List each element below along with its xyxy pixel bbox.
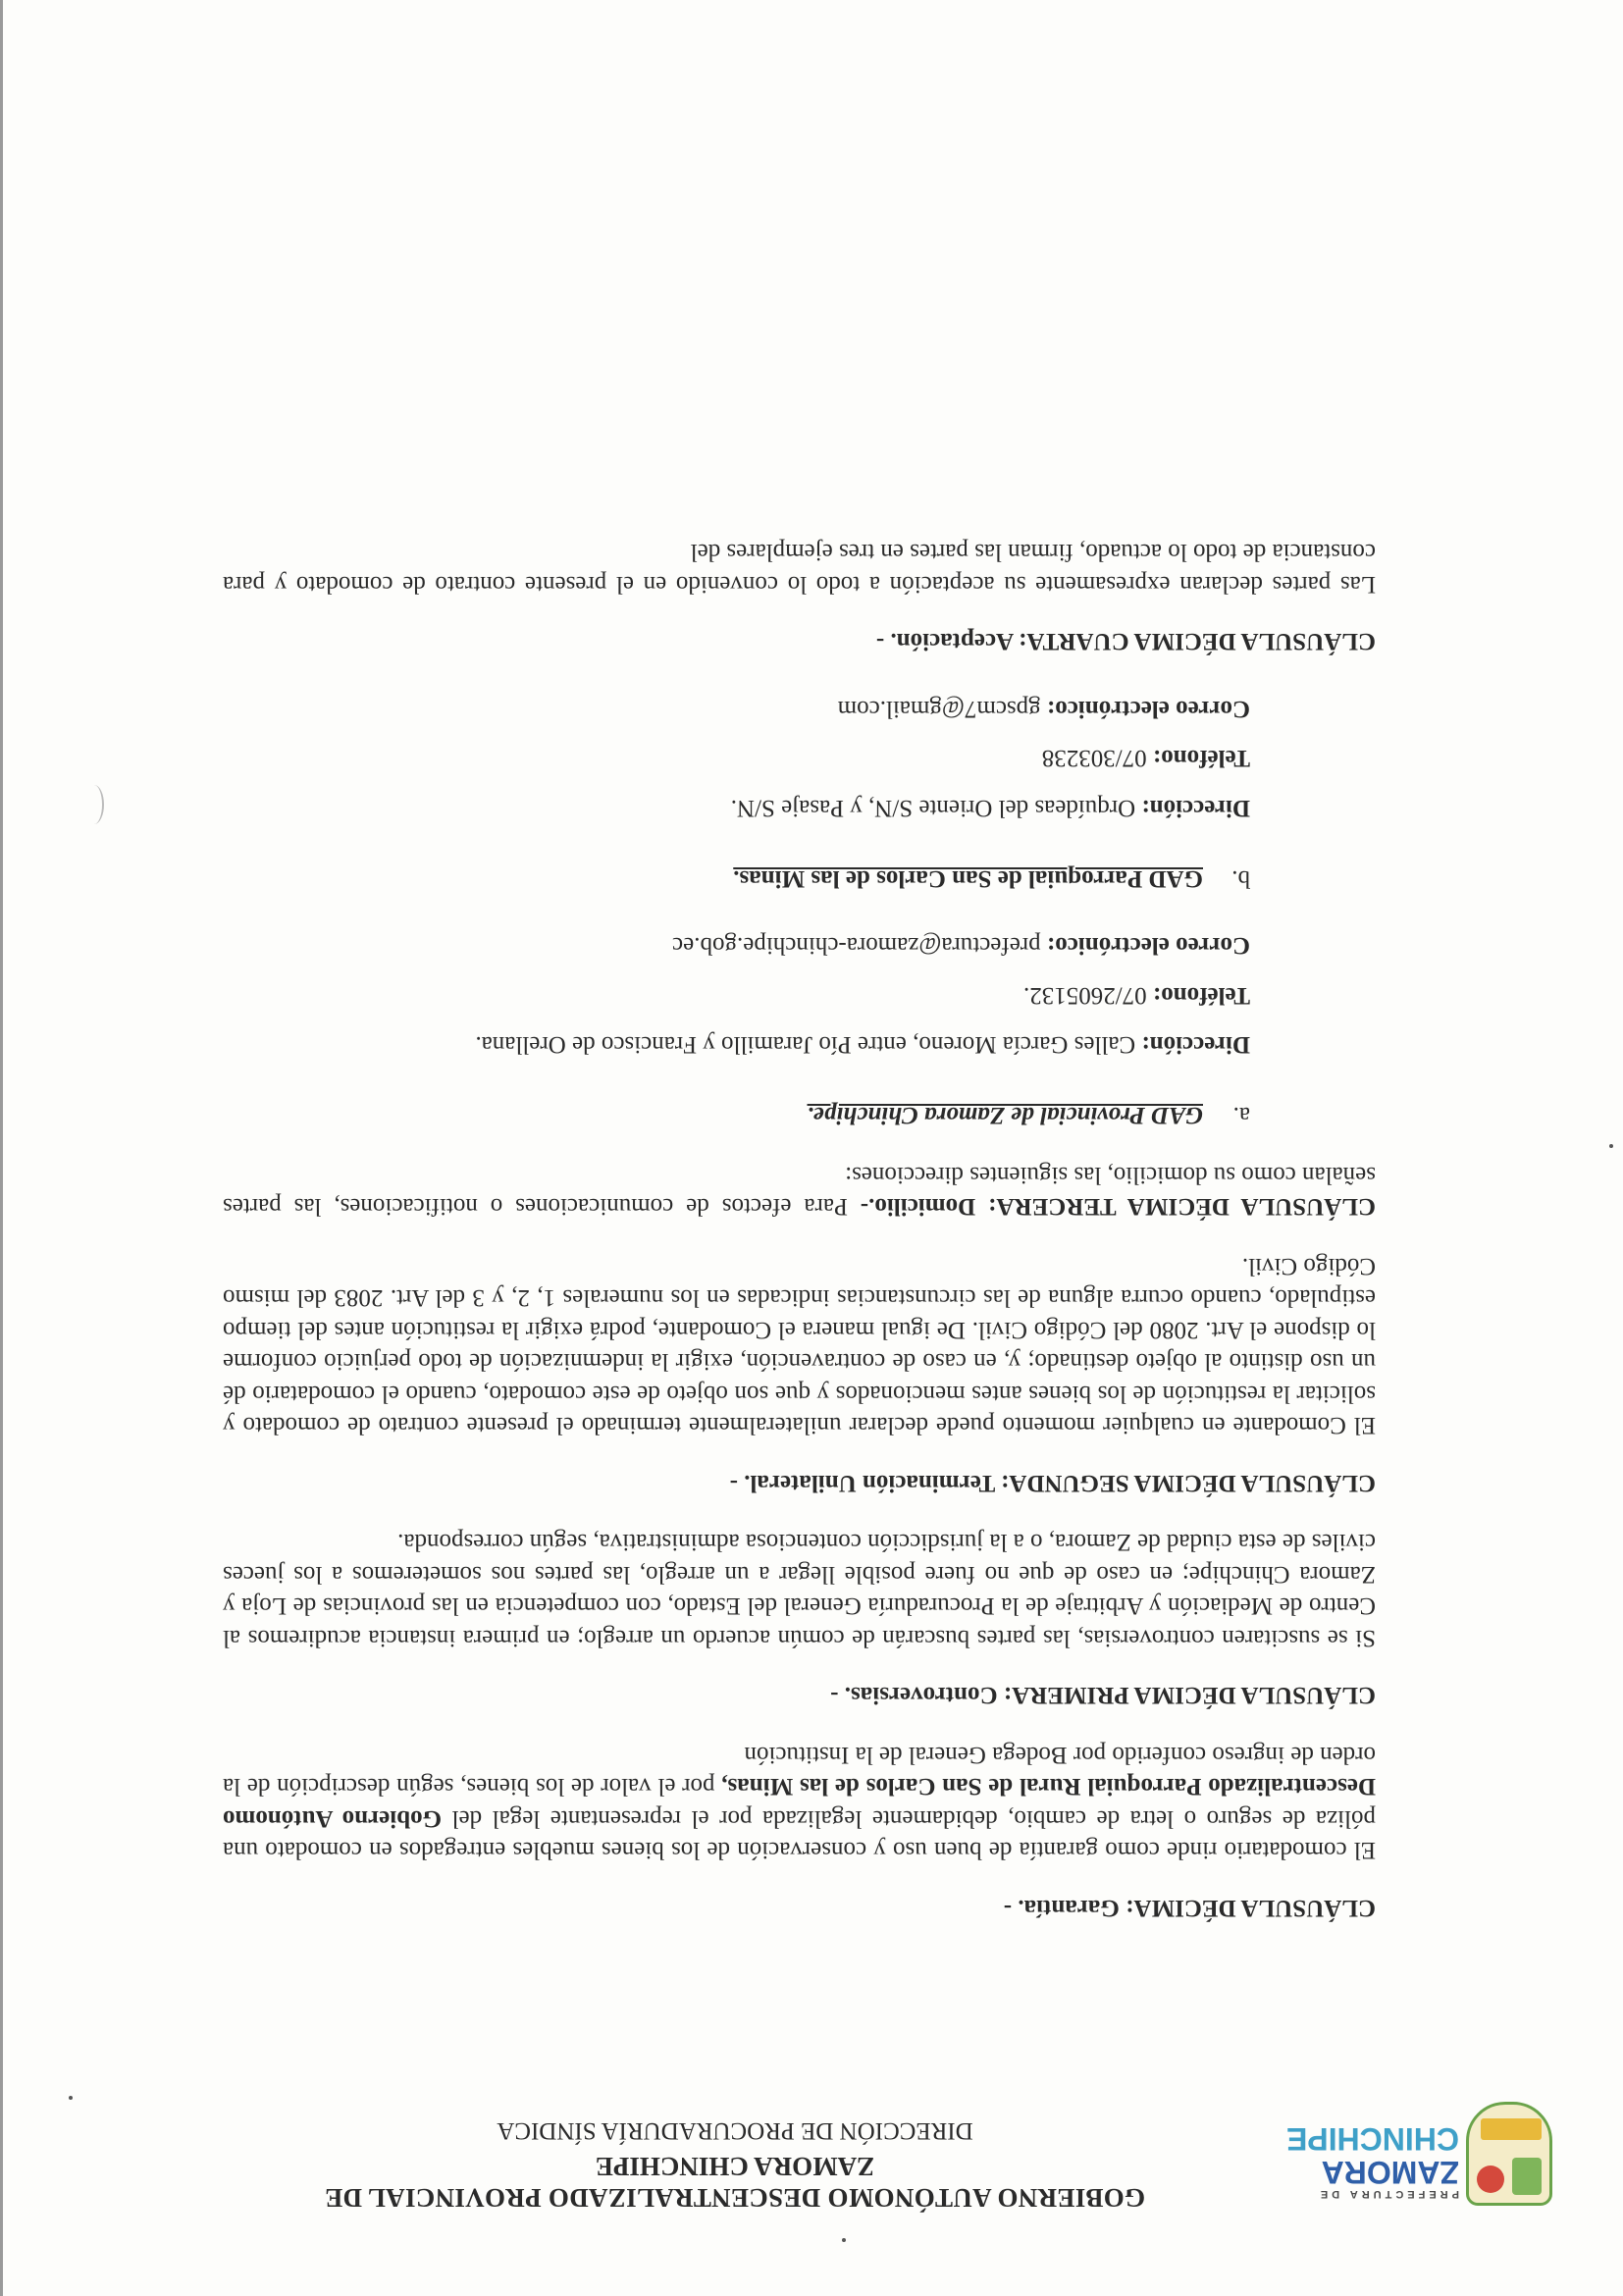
address-a-correo <box>223 929 1376 962</box>
punch-hole-mark <box>84 785 104 824</box>
address-a-telefono-label: Teléfono: <box>1152 982 1250 1009</box>
clause-10-body <box>223 1739 1376 1866</box>
coat-of-arms-icon <box>1466 2102 1552 2206</box>
clause-12-title: CLÁUSULA DÉCIMA SEGUNDA: Terminación Unilateral. - <box>729 1470 1376 1496</box>
document-header <box>0 2051 1623 2296</box>
address-a-letter: a. <box>1232 1102 1250 1129</box>
address-a-heading <box>223 1100 1376 1131</box>
address-a-telefono-value: 07/2605132. <box>1022 982 1153 1009</box>
address-a-direccion-value: Calles García Moreno, entre Pío Jaramillo y Francisco de Orellana. <box>475 1031 1142 1059</box>
clause-11-body: Si se suscitaren controversias, las partes buscarán de común acuerdo un arreglo; en primera instancia acudiremos al Centro de Mediación y Arbitraje de la Procuraduría General del Estado, con competencia en las provincias de Loja y Zamora Chinchipe; en caso de que no fuere posible llegar a un arreglo, las partes nos someteremos a los jueces civiles de esta ciudad de Zamora, o a la jurisdicción contenciosa administrativa, según corresponda. <box>223 1529 1376 1651</box>
clause-13-body: Para efectos de comunicaciones o notificaciones, las partes señalan como su domicilio, las siguientes direcciones: <box>223 1162 1376 1221</box>
address-b-telefono-value: 07/303238 <box>1041 745 1153 772</box>
scan-speck <box>1609 1144 1613 1148</box>
address-a-correo-value: prefectura@zamora-chinchipe.gob.ec <box>672 932 1047 960</box>
address-b-correo <box>223 693 1376 725</box>
address-b-correo-label: Correo electrónico: <box>1046 696 1250 722</box>
prefectura-logo <box>1258 2108 1552 2206</box>
clause-13-title: CLÁUSULA DÉCIMA TERCERA: Domicilio.- <box>860 1193 1376 1221</box>
address-b-telefono-label: Teléfono: <box>1152 745 1250 772</box>
address-b-telefono <box>223 742 1376 774</box>
clause-13-paragraph <box>223 1159 1376 1223</box>
clause-12-body: El Comodante en cualquier momento puede declarar unilateralmente terminado el presente contrato de comodato y solicitar la restitución de los bienes antes mencionados y que son objeto de este comodato, cuando el comodatario dé un uso distinto al objeto destinado; y, en caso de contravención, exigir la indemnización de todo perjuicio conforme lo dispone el Art. 2080 del Código Civil. De igual manera el Comodante, podrá exigir la restitución antes del tiempo estipulado, cuando ocurra alguna de las circunstancias indicadas en los numerales 1, 2, y 3 del Art. 2083 del mismo Código Civil. <box>223 1253 1376 1439</box>
clause-10-text-bold: Gobierno Autónomo Descentralizado Parroquial Rural de San Carlos de las Minas, <box>223 1773 1376 1832</box>
clause-14-title: CLÁUSULA DÉCIMA CUARTA: Aceptación. - <box>875 628 1376 655</box>
logo-word-zamora: ZAMORA <box>1321 2155 1459 2190</box>
scan-edge-line <box>0 0 3 2296</box>
address-b-correo-value: gpscm7@gmail.com <box>837 696 1047 722</box>
clause-10-title: CLÁUSULA DÉCIMA: Garantía. - <box>1003 1895 1376 1921</box>
address-a-correo-label: Correo electrónico: <box>1046 932 1250 960</box>
logo-top-line: PREFECTURA DE <box>1316 2188 1459 2200</box>
clause-14-body: Las partes declaran expresamente su aceptación a todo lo convenido en el presente contrato de comodato y para constancia de todo lo actuado, firman las partes en tres ejemplares del <box>223 539 1376 598</box>
address-a-direccion-label: Dirección: <box>1141 1031 1250 1059</box>
address-b-direccion-value: Orquídeas del Oriente S/N, y Pasaje S/N. <box>730 795 1142 821</box>
address-b-heading <box>223 862 1376 894</box>
address-a-telefono <box>223 979 1376 1012</box>
document-body <box>223 508 1376 1923</box>
address-b-letter: b. <box>1231 865 1250 892</box>
header-line-1: GOBIERNO AUTÓNOMO DESCENTRALIZADO PROVINCIAL DE <box>324 2183 1146 2213</box>
clause-11-title: CLÁUSULA DÉCIMA PRIMERA: Controversias. - <box>830 1682 1376 1709</box>
address-b-direccion-label: Dirección: <box>1141 795 1250 821</box>
address-b-direccion <box>223 792 1376 824</box>
logo-word-chinchipe: CHINCHIPE <box>1285 2121 1459 2157</box>
clause-10-text-a: El comodatario rinde como garantía de buen uso y conservación de los bienes muebles entregados en comodato una póliza de seguro o letra de cambio, debidamente legalizada por el representante legal del <box>223 1805 1376 1864</box>
header-text <box>269 2113 1201 2214</box>
header-line-3: DIRECCIÓN DE PROCURADURÍA SÍNDICA <box>497 2117 973 2144</box>
address-a-name: GAD Provincial de Zamora Chinchipe. <box>807 1102 1203 1129</box>
address-a-direccion <box>223 1028 1376 1061</box>
header-line-2: ZAMORA CHINCHIPE <box>595 2152 875 2181</box>
clause-10-text-b: por el valor de los bienes, según descripción de la orden de ingreso conferido por Bodega General de la Institución <box>222 1742 1376 1800</box>
address-b-name: GAD Parroquial de San Carlos de las Minas. <box>733 865 1203 892</box>
